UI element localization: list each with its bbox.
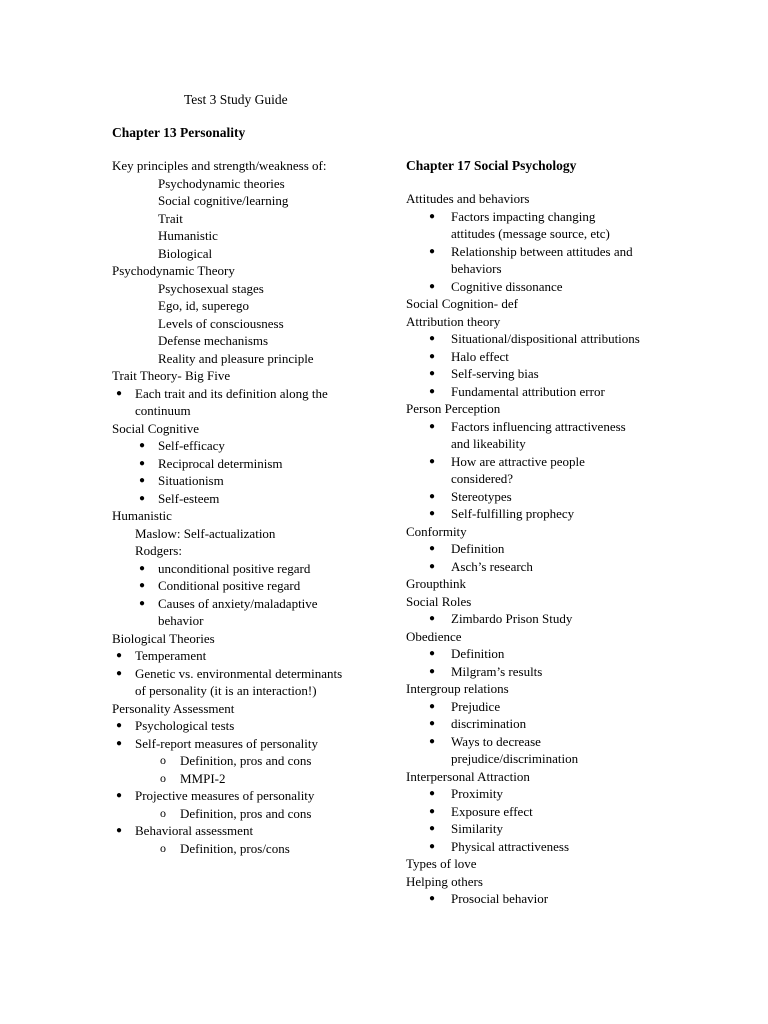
line-text: attitudes (message source, etc) (451, 226, 610, 241)
bullet-icon: ● (429, 823, 436, 834)
line-text: Temperament (135, 648, 207, 663)
bullet-icon: ● (116, 667, 123, 679)
list-line (112, 210, 412, 228)
line-text: MMPI-2 (180, 770, 226, 786)
list-line (112, 192, 412, 210)
section-label (112, 630, 412, 648)
line-text: Milgram’s results (451, 663, 543, 679)
bullet-item (406, 698, 706, 716)
line-text: Attitudes and behaviors (406, 191, 530, 206)
line-text: Social Cognition- def (406, 296, 518, 311)
bullet-item (406, 488, 706, 506)
bullet-icon: ● (429, 420, 436, 432)
bullet-item (112, 577, 412, 595)
bullet-item (112, 735, 412, 753)
line-text: Psychodynamic theories (158, 175, 285, 191)
bullet-item (406, 208, 706, 226)
line-text: Ego, id, superego (158, 298, 249, 313)
line-text: Trait (158, 210, 183, 226)
bullet-icon: ● (429, 508, 436, 519)
line-text: Defense mechanisms (158, 333, 269, 348)
line-text: Similarity (451, 821, 503, 836)
right-chapter-heading: Chapter 17 Social Psychology (406, 158, 577, 173)
line-text: Trait Theory- Big Five (112, 368, 231, 383)
line-text: Zimbardo Prison Study (451, 611, 573, 626)
line-text: Factors impacting changing (451, 208, 596, 224)
line-text: Biological (158, 245, 213, 261)
bullet-item (406, 365, 706, 383)
list-line (112, 280, 412, 298)
bullet-icon: ● (139, 580, 146, 591)
section-label (112, 507, 412, 525)
list-line (406, 435, 706, 453)
line-text: Self-serving bias (451, 366, 539, 381)
section-label (406, 313, 706, 331)
line-text: How are attractive people (451, 453, 585, 469)
line-text: Groupthink (406, 576, 466, 591)
section-label (406, 628, 706, 646)
line-text: Attribution theory (406, 313, 501, 329)
bullet-icon: ● (429, 490, 436, 502)
list-line (112, 402, 412, 420)
line-text: behavior (158, 613, 204, 628)
bullet-item (112, 560, 412, 578)
line-text: behaviors (451, 261, 502, 276)
line-text: Physical attractiveness (451, 838, 570, 854)
section-label (406, 873, 706, 891)
bullet-item (406, 505, 706, 523)
section-label (406, 680, 706, 698)
bullet-icon: ● (116, 720, 123, 731)
bullet-item (112, 647, 412, 665)
list-line (112, 175, 412, 193)
section-label (112, 420, 412, 438)
section-label (406, 190, 706, 208)
line-text: Humanistic (112, 508, 172, 523)
line-text: Key principles and strength/weakness of: (112, 158, 327, 173)
list-line (112, 332, 412, 350)
bullet-icon: ● (429, 385, 436, 397)
bullet-item (406, 278, 706, 296)
line-text: Factors influencing attractiveness (451, 418, 626, 434)
sub-bullet-item (112, 752, 412, 770)
section-label (406, 768, 706, 786)
bullet-item (406, 610, 706, 628)
line-text: Social cognitive/learning (158, 193, 289, 208)
bullet-item (406, 540, 706, 558)
bullet-item (112, 437, 412, 455)
line-text: Definition, pros/cons (180, 840, 290, 856)
sub-bullet-icon: o (160, 753, 166, 767)
line-text: Situationism (158, 473, 224, 488)
bullet-icon: ● (429, 805, 436, 817)
line-text: Proximity (451, 786, 504, 801)
line-text: Conditional positive regard (158, 578, 301, 593)
bullet-icon: ● (429, 350, 436, 362)
line-text: Prejudice (451, 698, 501, 714)
line-text: Rodgers: (135, 543, 182, 558)
bullet-item (406, 243, 706, 261)
bullet-icon: ● (429, 368, 436, 379)
line-text: Fundamental attribution error (451, 383, 605, 399)
line-text: Obedience (406, 628, 462, 644)
sub-bullet-item (112, 805, 412, 823)
list-line (406, 750, 706, 768)
line-text: Self-esteem (158, 490, 220, 506)
section-label (406, 400, 706, 418)
line-text: Intergroup relations (406, 681, 509, 696)
list-line (406, 225, 706, 243)
bullet-item (406, 715, 706, 733)
bullet-item (406, 558, 706, 576)
line-text: Reciprocal determinism (158, 455, 283, 471)
bullet-item (112, 385, 412, 403)
left-column (112, 157, 412, 857)
line-text: Reality and pleasure principle (158, 350, 314, 366)
bullet-item (406, 418, 706, 436)
line-text: of personality (it is an interaction!) (135, 683, 317, 698)
bullet-icon: ● (116, 650, 123, 661)
section-label (112, 700, 412, 718)
list-line (112, 297, 412, 315)
bullet-icon: ● (429, 280, 436, 292)
bullet-item (406, 453, 706, 471)
bullet-icon: ● (429, 735, 436, 747)
line-text: Interpersonal Attraction (406, 768, 530, 784)
bullet-icon: ● (429, 648, 436, 659)
section-label (406, 295, 706, 313)
line-text: continuum (135, 403, 191, 418)
list-line (406, 260, 706, 278)
line-text: unconditional positive regard (158, 560, 311, 576)
bullet-item (112, 490, 412, 508)
list-line (112, 525, 412, 543)
line-text: Self-report measures of personality (135, 735, 319, 751)
list-line (112, 350, 412, 368)
line-text: Definition (451, 541, 505, 556)
bullet-icon: ● (429, 700, 436, 712)
line-text: Self-efficacy (158, 438, 225, 453)
bullet-item (112, 822, 412, 840)
line-text: Projective measures of personality (135, 788, 315, 803)
bullet-icon: ● (139, 457, 146, 469)
bullet-item (406, 348, 706, 366)
bullet-icon: ● (139, 562, 146, 574)
section-label (406, 593, 706, 611)
sub-bullet-icon: o (160, 770, 166, 785)
line-text: Social Cognitive (112, 420, 200, 436)
bullet-item (406, 663, 706, 681)
bullet-item (406, 785, 706, 803)
bullet-icon: ● (429, 543, 436, 554)
bullet-icon: ● (429, 613, 436, 624)
line-text: Maslow: Self-actualization (135, 525, 276, 541)
bullet-icon: ● (139, 597, 146, 609)
bullet-item (112, 787, 412, 805)
left-chapter-heading: Chapter 13 Personality (112, 125, 246, 140)
line-text: Asch’s research (451, 558, 533, 574)
bullet-icon: ● (429, 665, 436, 677)
list-line (112, 227, 412, 245)
line-text: discrimination (451, 716, 527, 731)
line-text: Biological Theories (112, 630, 215, 646)
bullet-item (112, 472, 412, 490)
line-text: Social Roles (406, 593, 472, 609)
line-text: Situational/dispositional attributions (451, 331, 640, 346)
line-text: prejudice/discrimination (451, 751, 579, 766)
bullet-icon: ● (139, 492, 146, 504)
bullet-icon: ● (429, 893, 436, 904)
bullet-item (112, 595, 412, 613)
bullet-item (406, 890, 706, 908)
line-text: Psychological tests (135, 718, 235, 733)
section-label (112, 157, 412, 175)
line-text: Ways to decrease (451, 733, 541, 749)
bullet-item (112, 665, 412, 683)
line-text: Each trait and its definition along the (135, 385, 328, 401)
line-text: Helping others (406, 873, 483, 889)
line-text: Humanistic (158, 228, 218, 243)
line-text: Conformity (406, 523, 467, 539)
line-text: Definition, pros and cons (180, 805, 312, 821)
section-label (406, 855, 706, 873)
line-text: Relationship between attitudes and (451, 243, 633, 259)
bullet-item (406, 820, 706, 838)
bullet-icon: ● (116, 387, 123, 399)
bullet-icon: ● (429, 718, 436, 729)
line-text: Levels of consciousness (158, 315, 284, 331)
section-label (112, 367, 412, 385)
line-text: Prosocial behavior (451, 891, 549, 906)
section-label (112, 262, 412, 280)
bullet-item (406, 838, 706, 856)
list-line (406, 470, 706, 488)
bullet-icon: ● (429, 560, 436, 572)
line-text: considered? (451, 471, 514, 486)
bullet-icon: ● (139, 440, 146, 451)
bullet-icon: ● (139, 475, 146, 486)
bullet-icon: ● (429, 788, 436, 799)
bullet-icon: ● (429, 245, 436, 257)
bullet-item (406, 803, 706, 821)
line-text: Halo effect (451, 348, 509, 364)
line-text: and likeability (451, 436, 526, 451)
list-line (112, 245, 412, 263)
section-label (406, 523, 706, 541)
bullet-icon: ● (429, 210, 436, 222)
list-line (112, 542, 412, 560)
bullet-icon: ● (116, 790, 123, 801)
bullet-icon: ● (429, 455, 436, 467)
list-line (112, 682, 412, 700)
bullet-item (406, 645, 706, 663)
line-text: Cognitive dissonance (451, 278, 563, 294)
list-line (112, 612, 412, 630)
line-text: Personality Assessment (112, 700, 235, 716)
bullet-icon: ● (116, 737, 123, 749)
right-column (406, 190, 706, 908)
line-text: Definition (451, 646, 505, 661)
sub-bullet-icon: o (160, 840, 166, 855)
bullet-item (406, 733, 706, 751)
line-text: Types of love (406, 856, 477, 871)
line-text: Genetic vs. environmental determinants (135, 665, 343, 681)
document-title: Test 3 Study Guide (184, 92, 288, 107)
bullet-item (112, 717, 412, 735)
line-text: Self-fulfilling prophecy (451, 506, 575, 521)
line-text: Psychodynamic Theory (112, 263, 235, 278)
list-line (112, 315, 412, 333)
bullet-icon: ● (429, 333, 436, 344)
line-text: Psychosexual stages (158, 280, 264, 296)
sub-bullet-item (112, 770, 412, 788)
line-text: Causes of anxiety/maladaptive (158, 595, 318, 611)
bullet-item (112, 455, 412, 473)
section-label (406, 575, 706, 593)
sub-bullet-item (112, 840, 412, 858)
line-text: Definition, pros and cons (180, 753, 312, 768)
bullet-item (406, 383, 706, 401)
line-text: Person Perception (406, 401, 501, 416)
line-text: Stereotypes (451, 488, 512, 504)
bullet-icon: ● (116, 825, 123, 836)
bullet-icon: ● (429, 840, 436, 852)
sub-bullet-icon: o (160, 805, 166, 820)
line-text: Behavioral assessment (135, 823, 254, 838)
line-text: Exposure effect (451, 803, 533, 819)
bullet-item (406, 330, 706, 348)
